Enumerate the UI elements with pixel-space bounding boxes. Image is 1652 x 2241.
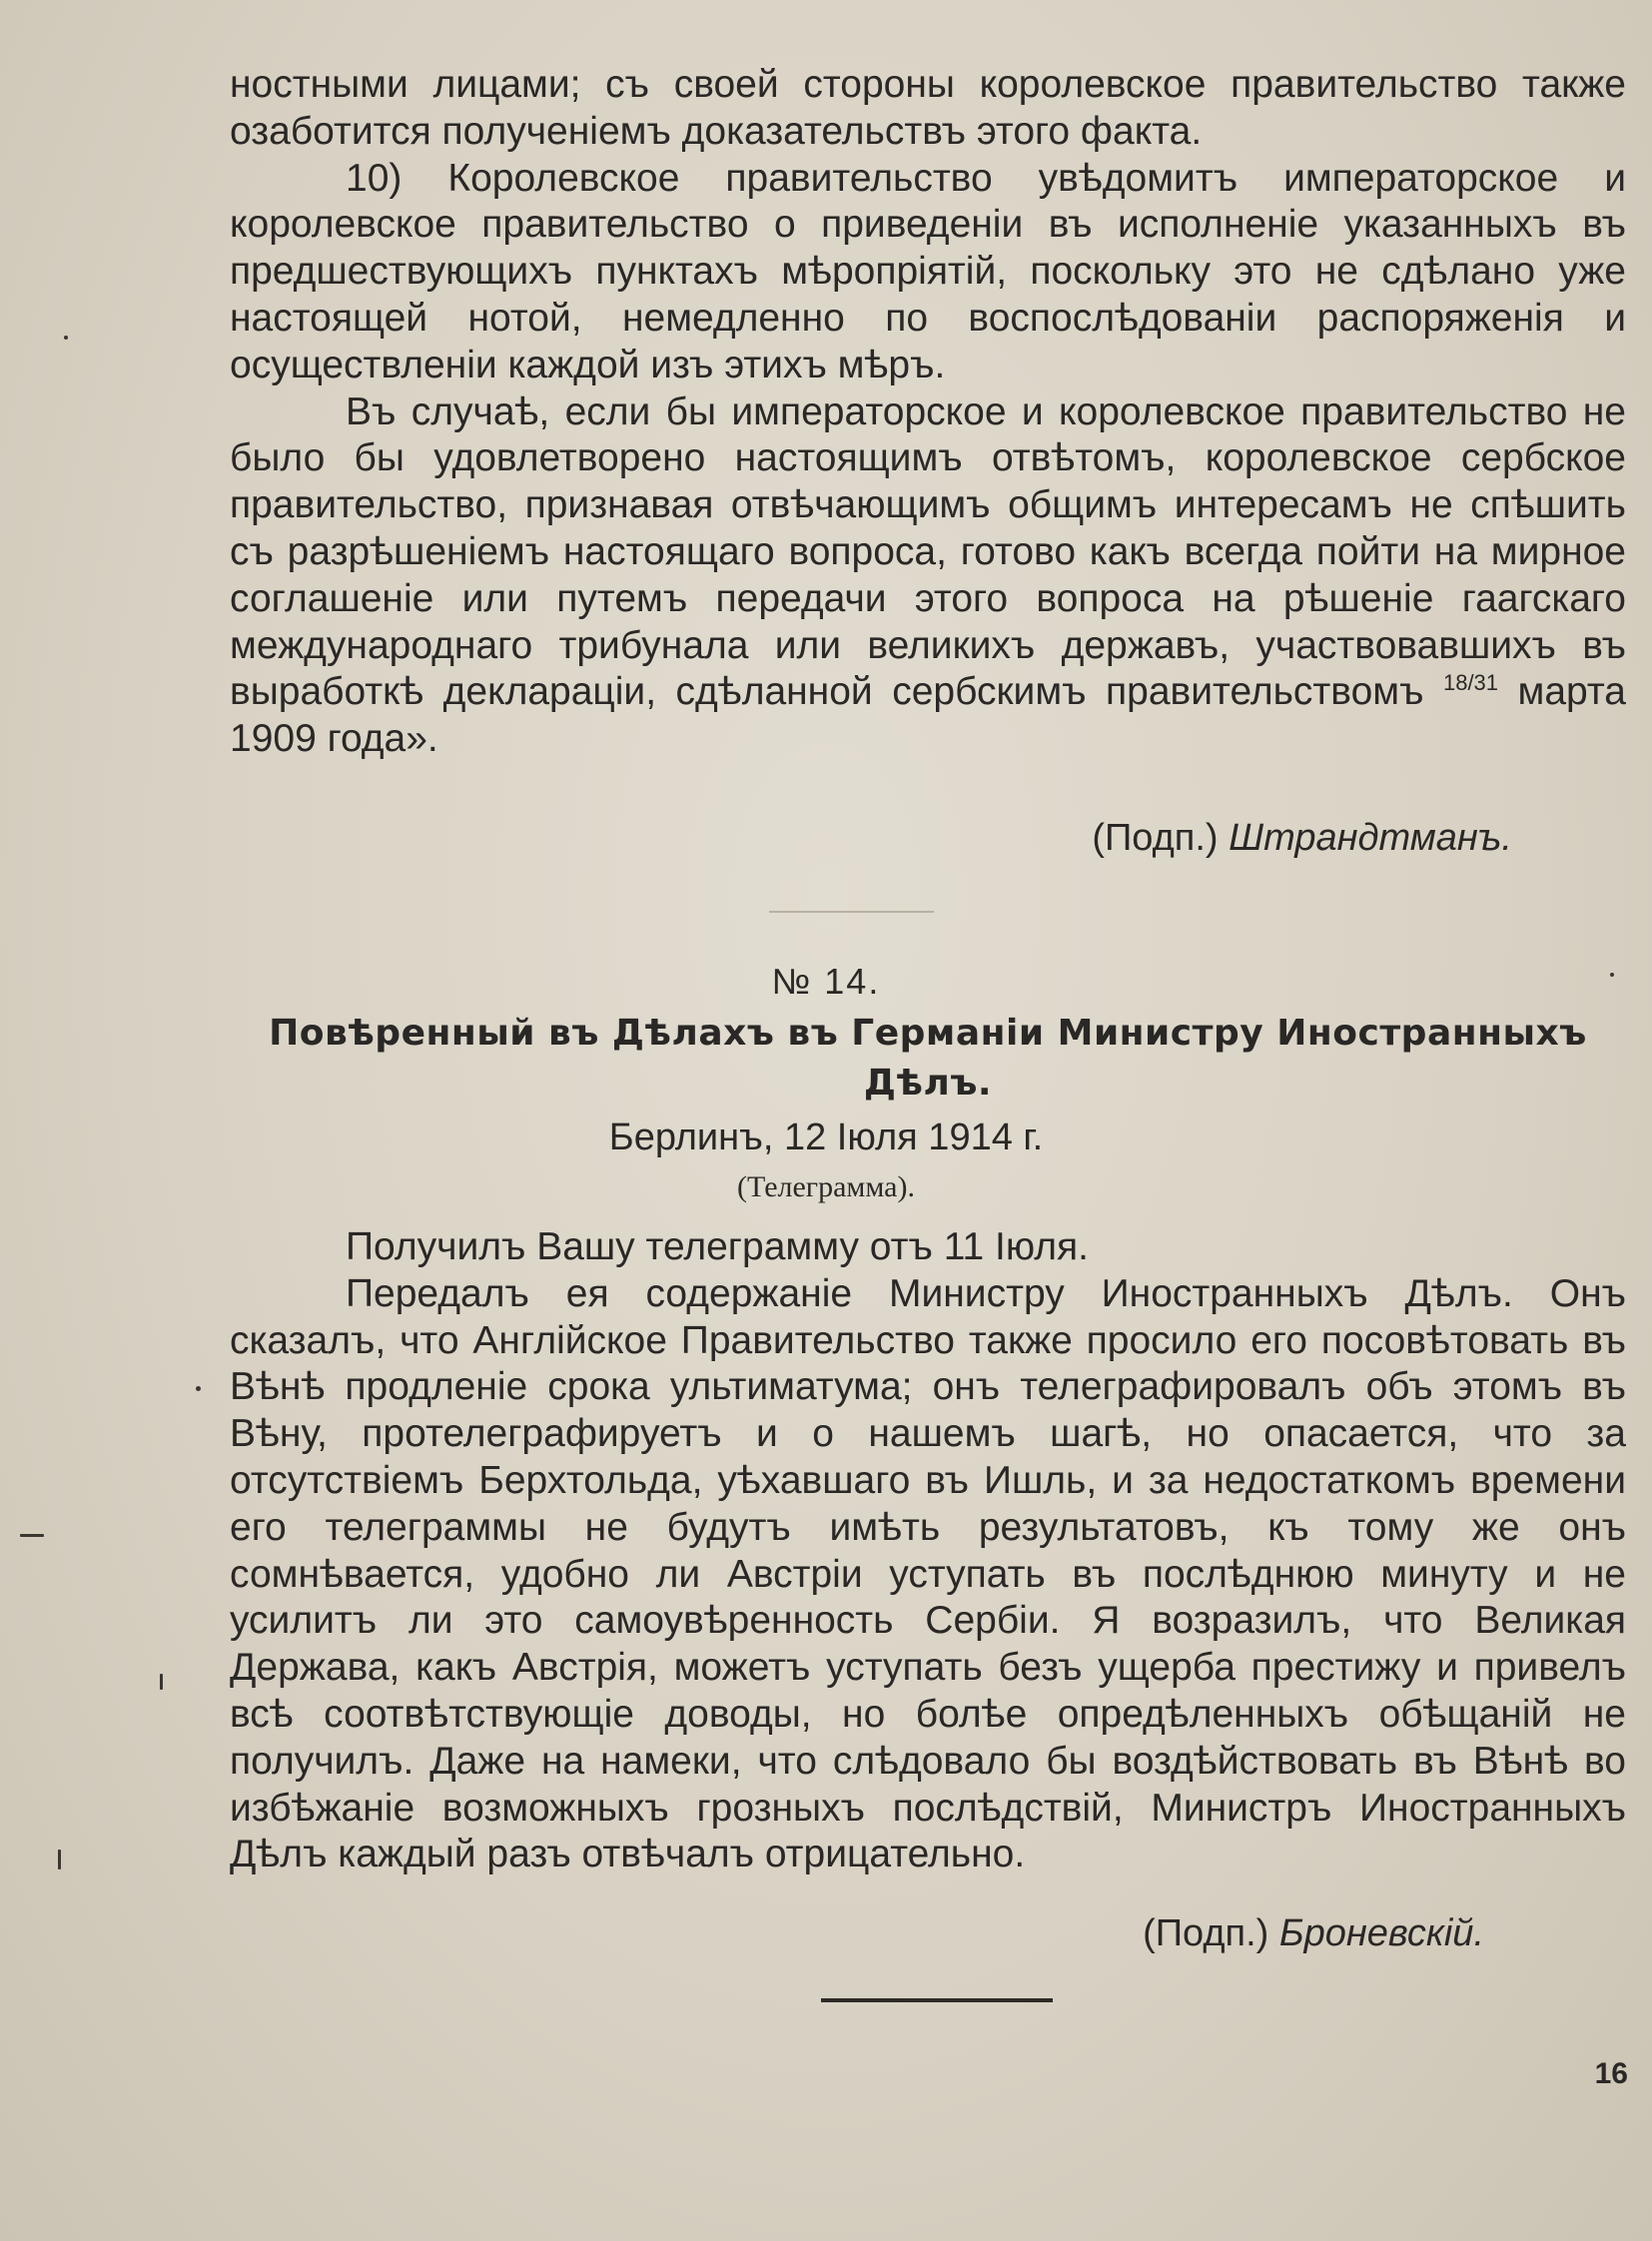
dust-speck xyxy=(64,336,68,340)
dust-speck xyxy=(20,1534,44,1537)
signature-name: Броневскій. xyxy=(1278,1912,1484,1954)
paragraph-closing xyxy=(230,389,1626,763)
top-section xyxy=(230,62,1626,763)
signature-strandtman xyxy=(1092,817,1512,860)
paragraph-main: Передалъ ея содержаніе Министру Иностранныхъ Дѣлъ. Онъ сказалъ, что Англійское Правительство также просило его посовѣтовать въ Вѣнѣ продленіе срока ультиматума; онъ телеграфировалъ объ этомъ въ Вѣну, протелеграфируетъ и о нашемъ шагѣ, но опасается, что за отсутствіемъ Берхтольда, уѣхавшаго въ Ишль, и за недостаткомъ времени его телеграммы не будутъ имѣть результатовъ, къ тому же онъ сомнѣвается, удобно ли Австріи уступать въ послѣднюю минуту и не усилитъ ли это самоувѣренность Сербіи. Я возразилъ, что Великая Держава, какъ Австрія, можетъ уступать безъ ущерба престижу и привелъ всѣ соотвѣтствующіе доводы, но болѣе опредѣленныхъ обѣщаній не получилъ. Даже на намеки, что слѣдовало бы воздѣйствовать въ Вѣнѣ во избѣжаніе возможныхъ грозныхъ послѣдствій, Министръ Иностранныхъ Дѣлъ каждый разъ отвѣчалъ отрицательно. xyxy=(230,1271,1626,1876)
paragraph-received: Получилъ Вашу телеграмму отъ 11 Іюля. xyxy=(346,1225,1089,1268)
document-place-date: Берлинъ, 12 Іюля 1914 г. xyxy=(608,1117,1044,1158)
signature-prefix: (Подп.) xyxy=(1092,817,1219,859)
paragraph-point-10: 10) Королевское правительство увѣдомитъ императорское и королевское правительство о приведеніи въ исполненіе указанныхъ въ предшествующихъ пунктахъ мѣропріятій, поскольку это не сдѣлано уже настоящей нотой, немедленно по воспослѣдованіи распоряженія и осуществленіи каждой изъ этихъ мѣръ. xyxy=(230,156,1626,386)
dust-speck xyxy=(1610,973,1614,977)
signature-prefix: (Подп.) xyxy=(1143,1912,1269,1954)
paragraph-continuation: ностными лицами; съ своей стороны королевское правительство также озаботится полученіемъ доказательствъ этого факта. xyxy=(230,63,1626,153)
date-fraction: 18/31 xyxy=(1442,670,1499,696)
document-number: № 14. xyxy=(771,961,881,1002)
document-body xyxy=(230,1224,1626,1878)
signature-name: Штрандтманъ. xyxy=(1229,817,1512,859)
section-divider xyxy=(769,911,934,913)
document-type: (Телеграмма). xyxy=(737,1170,915,1203)
signature-bronevsky xyxy=(1143,1912,1484,1955)
date-tail: марта 1909 года». xyxy=(230,670,1626,761)
dust-speck xyxy=(160,1674,163,1690)
closing-text: Въ случаѣ, если бы императорское и королевское правительство не было бы удовлетворено настоящимъ отвѣтомъ, королевское сербское правительство, признавая отвѣчающимъ общимъ интересамъ не спѣшить съ разрѣшеніемъ настоящаго вопроса, готово какъ всегда пойти на мирное соглашеніе или путемъ передачи этого вопроса на рѣшеніе гаагскаго международнаго трибунала или великихъ державъ, участвовавшихъ въ выработкѣ деклараціи, сдѣланной сербскимъ правительствомъ xyxy=(230,389,1626,714)
dust-speck xyxy=(196,1386,201,1391)
document-title: Повѣренный въ Дѣлахъ въ Германіи Министру Иностранныхъ Дѣлъ. xyxy=(269,1013,1587,1104)
dust-speck xyxy=(58,1850,61,1869)
end-rule xyxy=(821,1998,1053,2002)
page-number: 16 xyxy=(1594,2057,1628,2090)
